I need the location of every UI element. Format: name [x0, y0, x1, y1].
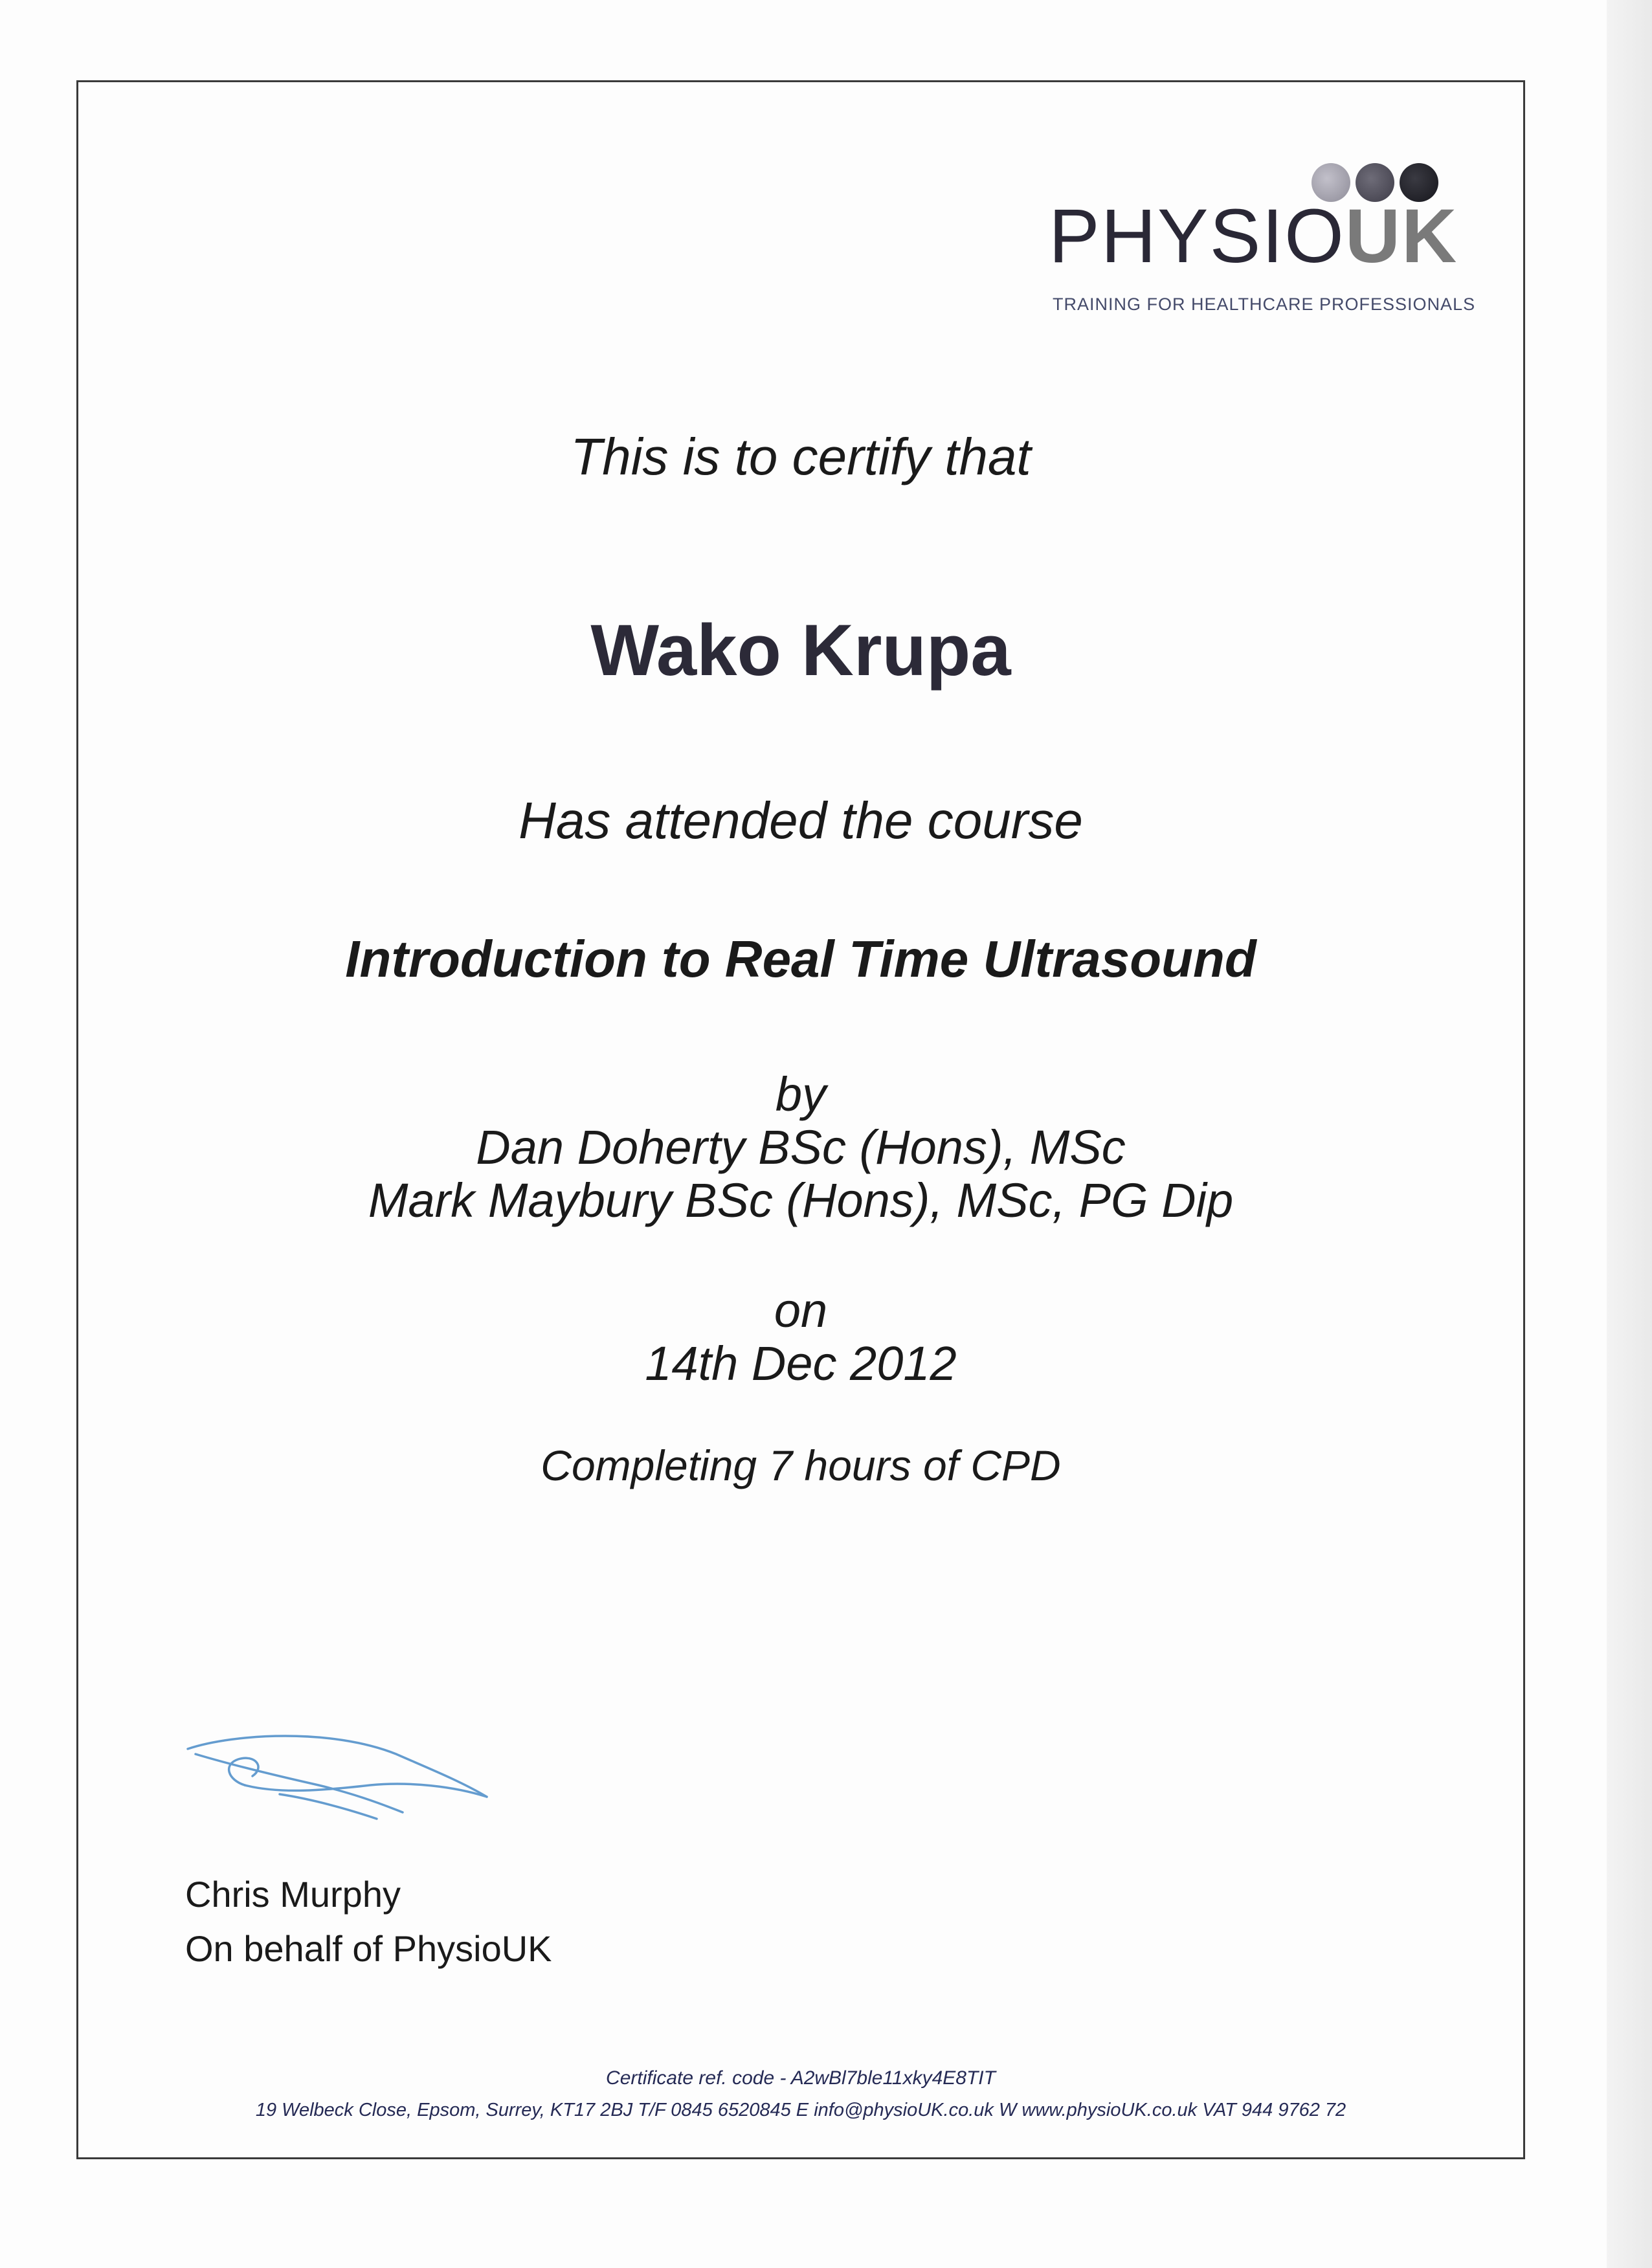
on-text: on: [774, 1284, 828, 1337]
logo-wordmark: [1049, 194, 1458, 279]
certificate-ref-code: Certificate ref. code - A2wBl7ble11xky4E8TIT: [606, 2067, 996, 2089]
cpd-hours: Completing 7 hours of CPD: [541, 1441, 1061, 1489]
recipient-name: Wako Krupa: [590, 610, 1011, 691]
by-text: by: [775, 1067, 827, 1121]
physiouk-logo: [1049, 155, 1476, 324]
page-edge: [1607, 0, 1652, 2268]
signatory-role: On behalf of PhysioUK: [185, 1928, 552, 1969]
signature-icon: [183, 1722, 493, 1838]
signatory-name: Chris Murphy: [185, 1874, 401, 1915]
course-title: Introduction to Real Time Ultrasound: [345, 930, 1256, 988]
footer-address: 19 Welbeck Close, Epsom, Surrey, KT17 2BJ T/F 0845 6520845 E info@physioUK.co.uk W www.physioUK.co.uk VAT 944 9762 72: [255, 2100, 1346, 2120]
logo-word-uk: UK: [1345, 194, 1458, 279]
course-date: 14th Dec 2012: [645, 1337, 957, 1390]
tutor-line: Dan Doherty BSc (Hons), MSc: [476, 1120, 1126, 1174]
certify-intro: This is to certify that: [570, 428, 1031, 485]
logo-tagline: TRAINING FOR HEALTHCARE PROFESSIONALS: [1053, 295, 1476, 314]
tutor-line: Mark Maybury BSc (Hons), MSc, PG Dip: [368, 1173, 1234, 1227]
attended-text: Has attended the course: [519, 792, 1083, 849]
logo-word-physio: PHYSIO: [1049, 194, 1345, 279]
